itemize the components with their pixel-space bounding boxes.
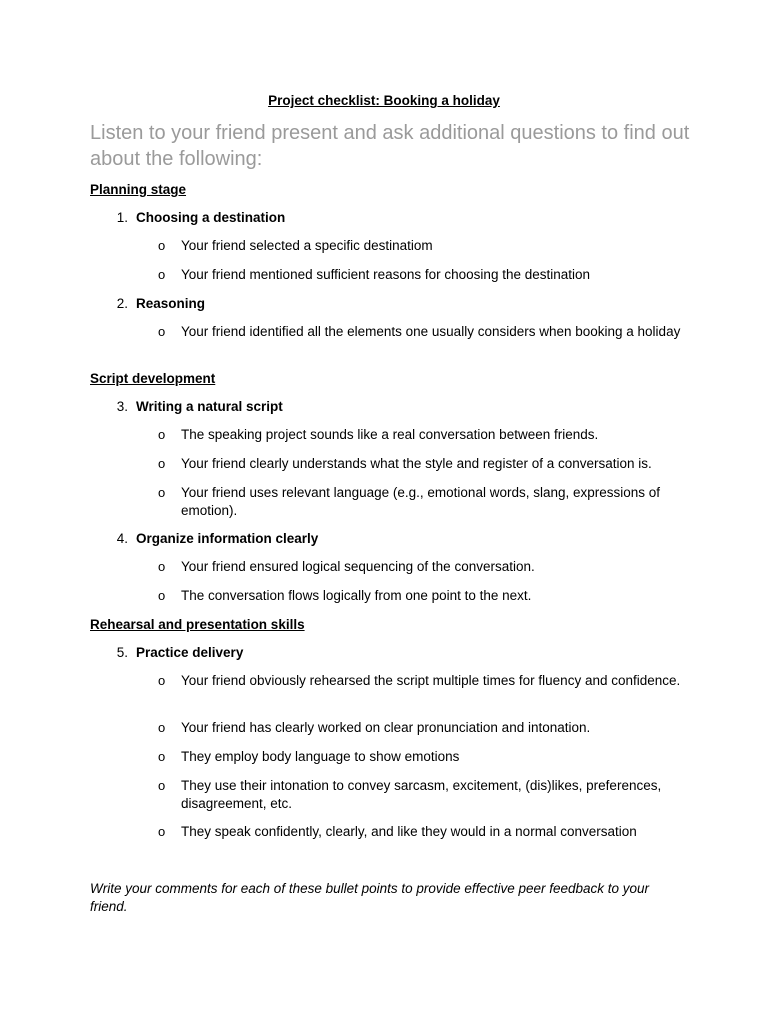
bullet-marker: o [158, 238, 166, 253]
bullet-marker: o [158, 778, 166, 793]
bullet-text: Your friend obviously rehearsed the script multiple times for fluency and confidence. [181, 673, 681, 688]
intro-text: Listen to your friend present and ask additional questions to find out about the following: [90, 122, 690, 170]
bullet-text: They employ body language to show emotions [181, 749, 460, 764]
item-number: 1. [116, 210, 128, 225]
bullet-text: Your friend mentioned sufficient reasons for choosing the destination [181, 267, 591, 282]
bullet-marker: o [158, 485, 166, 500]
bullet-marker: o [158, 720, 166, 735]
bullet-text: The speaking project sounds like a real conversation between friends. [181, 427, 599, 442]
bullet-marker: o [158, 673, 166, 688]
bullet-text: They speak confidently, clearly, and like they would in a normal conversation [181, 824, 637, 839]
bullet-text: Your friend has clearly worked on clear pronunciation and intonation. [181, 720, 591, 735]
bullet-text: Your friend selected a specific destinatiom [181, 238, 433, 253]
item-title: Organize information clearly [136, 531, 319, 546]
footer-instruction: Write your comments for each of these bullet points to provide effective peer feedback to your friend. [90, 881, 650, 914]
item-number: 2. [116, 296, 128, 311]
bullet-marker: o [158, 456, 166, 471]
bullet-marker: o [158, 427, 166, 442]
bullet-marker: o [158, 824, 166, 839]
bullet-marker: o [158, 559, 166, 574]
item-title: Reasoning [136, 296, 206, 311]
item-title: Practice delivery [136, 645, 244, 660]
item-number: 4. [116, 531, 128, 546]
item-number: 5. [116, 645, 128, 660]
bullet-marker: o [158, 749, 166, 764]
bullet-marker: o [158, 588, 166, 603]
item-number: 3. [116, 399, 128, 414]
section-heading-rehearsal: Rehearsal and presentation skills [90, 617, 305, 632]
bullet-text: Your friend uses relevant language (e.g., emotional words, slang, expressions of emotion). [181, 485, 661, 518]
item-title: Writing a natural script [136, 399, 283, 414]
bullet-text: Your friend clearly understands what the style and register of a conversation is. [181, 456, 652, 471]
document-title: Project checklist: Booking a holiday [268, 93, 500, 108]
bullet-marker: o [158, 324, 166, 339]
bullet-text: Your friend identified all the elements one usually considers when booking a holiday [181, 324, 681, 339]
item-title: Choosing a destination [136, 210, 286, 225]
bullet-text: They use their intonation to convey sarcasm, excitement, (dis)likes, preferences, disagreement, etc. [181, 778, 662, 811]
section-heading-script: Script development [90, 371, 216, 386]
section-heading-planning: Planning stage [90, 182, 187, 197]
bullet-marker: o [158, 267, 166, 282]
bullet-text: Your friend ensured logical sequencing of the conversation. [181, 559, 535, 574]
bullet-text: The conversation flows logically from one point to the next. [181, 588, 532, 603]
